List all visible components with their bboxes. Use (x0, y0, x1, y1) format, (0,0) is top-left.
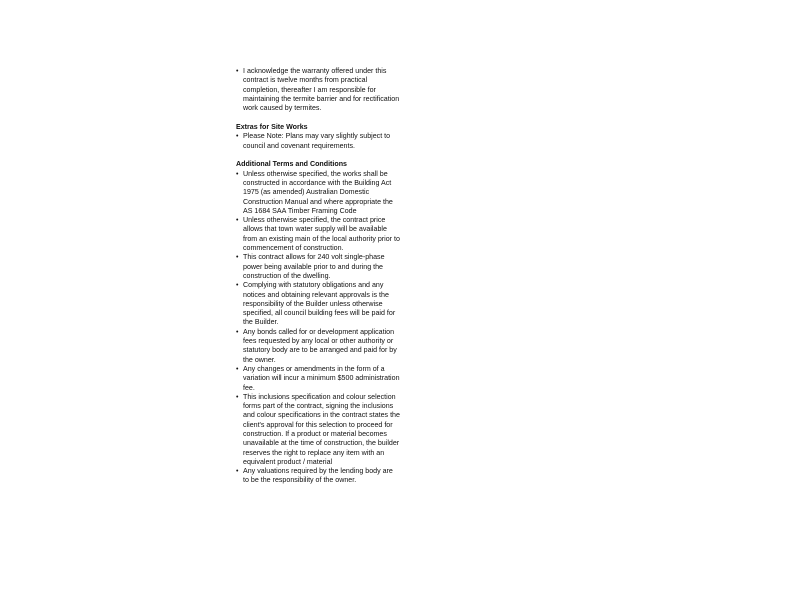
list-item (236, 67, 400, 113)
list-item (236, 253, 400, 281)
list-item-text: Please Note: Plans may vary slightly subject to council and covenant requirements. (243, 132, 391, 150)
bullet-icon: • (236, 170, 239, 178)
bullet-icon: • (236, 468, 239, 476)
list-item-text: Any valuations required by the lending body are to be the responsibility of the owner. (243, 467, 393, 485)
bullet-icon: • (236, 68, 239, 75)
bullet-icon: • (236, 254, 239, 262)
list-item-text: I acknowledge the warranty offered under this contract is twelve months from practical completion, thereafter I am responsible for maintaining the termite barrier and for rectification work caused by termites. (243, 67, 400, 113)
list-item-text: Any bonds called for or development application fees requested by any local or other authority or statutory body are to be arranged and paid for by the owner. (243, 327, 397, 364)
list-item (236, 132, 400, 151)
intro-list (236, 67, 400, 113)
section-additional-terms (236, 160, 400, 485)
list-item-text: Unless otherwise specified, the contract price allows that town water supply will be available from an existing main of the local authority prior to commencement of construction. (243, 216, 400, 253)
list-item-text: Complying with statutory obligations and any notices and obtaining relevant approvals is the responsibility of the Builder unless otherwise specified, all council building fees will be paid for the Builder. (243, 281, 396, 327)
document-page (236, 67, 400, 486)
bullet-icon: • (236, 393, 239, 401)
list-item (236, 281, 400, 327)
list-item (236, 170, 400, 216)
bullet-icon: • (236, 365, 239, 373)
list-item-text: Any changes or amendments in the form of a variation will incur a minimum $500 administration fee. (243, 364, 400, 392)
bullet-icon: • (236, 282, 239, 290)
list-item-text: This inclusions specification and colour selection forms part of the contract, signing the inclusions and colour specifications in the contract states the client's approval for this selection to proceed for construction. If a product or material becomes unavailable at the time of construction, the builder reserves the right to replace any item with an equivalent product / material (243, 392, 400, 466)
bullet-icon: • (236, 328, 239, 336)
section-extras (236, 123, 400, 151)
section-heading: Additional Terms and Conditions (236, 160, 348, 169)
list-item (236, 216, 400, 253)
list-item (236, 393, 400, 467)
list-item (236, 328, 400, 365)
extras-list (236, 132, 400, 151)
list-item-text: Unless otherwise specified, the works shall be constructed in accordance with the Building Act 1975 (as amended) Australian Domestic Construction Manual and where appropriate the AS 1684 SAA Timber Framing Code (243, 169, 393, 215)
list-item (236, 365, 400, 393)
list-item-text: This contract allows for 240 volt single-phase power being available prior to and during the construction of the dwelling. (243, 253, 385, 280)
section-heading: Extras for Site Works (236, 122, 308, 131)
list-item (236, 467, 400, 486)
additional-terms-list (236, 170, 400, 486)
bullet-icon: • (236, 133, 239, 141)
bullet-icon: • (236, 217, 239, 225)
